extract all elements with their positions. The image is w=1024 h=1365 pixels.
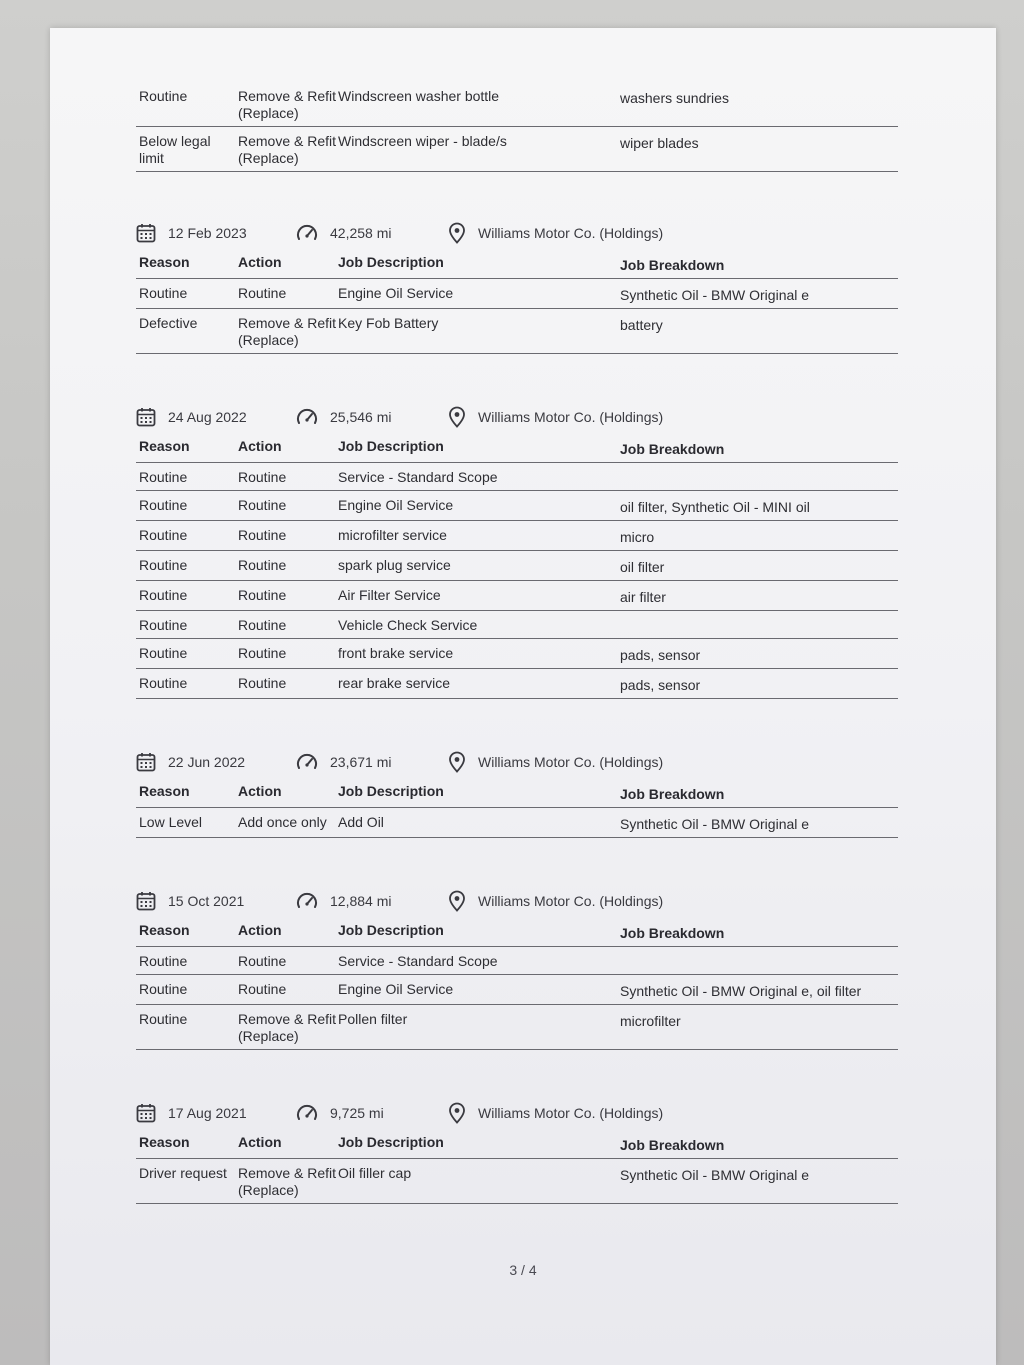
table-header <box>136 254 898 279</box>
visit-location <box>448 222 663 244</box>
calendar-icon <box>136 407 156 427</box>
table-body <box>136 279 898 354</box>
header-reason: Reason <box>139 254 190 270</box>
visit-location-text: Williams Motor Co. (Holdings) <box>478 409 664 425</box>
description-cell: Windscreen washer bottle <box>338 88 500 104</box>
description-cell: Engine Oil Service <box>338 497 454 513</box>
action-cell: Routine <box>238 557 287 573</box>
visit-mileage-text: 9,725 mi <box>330 1105 384 1121</box>
table-row <box>136 551 898 581</box>
table-row <box>136 86 898 127</box>
location-pin-icon <box>448 890 466 912</box>
breakdown-cell: oil filter, Synthetic Oil - MINI oil <box>620 499 810 515</box>
speedometer-icon <box>296 408 318 426</box>
action-cell: Routine <box>238 645 287 661</box>
header-reason: Reason <box>139 783 190 799</box>
visit-location-text: Williams Motor Co. (Holdings) <box>478 893 664 909</box>
breakdown-cell: oil filter <box>620 559 665 575</box>
breakdown-cell: Synthetic Oil - BMW Original e <box>620 287 810 303</box>
visit-date-text: 12 Feb 2023 <box>168 225 247 241</box>
description-cell: microfilter service <box>338 527 447 543</box>
action-cell: Remove & Refit (Replace) <box>238 133 337 166</box>
header-action: Action <box>238 438 282 454</box>
table-row <box>136 611 898 639</box>
visit-date <box>136 223 296 243</box>
reason-cell: Routine <box>139 587 188 603</box>
service-visit <box>136 747 898 838</box>
continued-table <box>136 86 898 172</box>
location-pin-icon <box>448 406 466 428</box>
reason-cell: Routine <box>139 557 188 573</box>
breakdown-cell: Synthetic Oil - BMW Original e <box>620 1167 810 1183</box>
visit-mileage <box>296 1104 448 1122</box>
visit-mileage-text: 23,671 mi <box>330 754 392 770</box>
visit-date-text: 24 Aug 2022 <box>168 409 247 425</box>
description-cell: Add Oil <box>338 814 384 830</box>
calendar-icon <box>136 1103 156 1123</box>
reason-cell: Routine <box>139 527 188 543</box>
calendar-icon <box>136 223 156 243</box>
reason-cell: Driver request <box>139 1165 227 1181</box>
breakdown-cell: microfilter <box>620 1013 681 1029</box>
table-row <box>136 639 898 669</box>
description-cell: Air Filter Service <box>338 587 441 603</box>
header-reason: Reason <box>139 922 190 938</box>
visit-date-text: 22 Jun 2022 <box>168 754 246 770</box>
service-visit <box>136 218 898 354</box>
speedometer-icon <box>296 224 318 242</box>
action-cell: Remove & Refit (Replace) <box>238 1011 337 1044</box>
description-cell: Engine Oil Service <box>338 981 454 997</box>
header-breakdown: Job Breakdown <box>620 257 725 273</box>
header-description: Job Description <box>338 1134 444 1150</box>
description-cell: Vehicle Check Service <box>338 617 478 633</box>
description-cell: Key Fob Battery <box>338 315 439 331</box>
visit-meta <box>136 402 898 432</box>
header-breakdown: Job Breakdown <box>620 786 725 802</box>
visit-location-text: Williams Motor Co. (Holdings) <box>478 754 664 770</box>
visit-meta <box>136 886 898 916</box>
visit-date-text: 17 Aug 2021 <box>168 1105 247 1121</box>
header-description: Job Description <box>338 922 444 938</box>
service-visit <box>136 1098 898 1204</box>
visit-meta <box>136 1098 898 1128</box>
description-cell: front brake service <box>338 645 454 661</box>
action-cell: Routine <box>238 285 287 301</box>
action-cell: Remove & Refit (Replace) <box>238 315 337 348</box>
description-cell: Oil filler cap <box>338 1165 412 1181</box>
action-cell: Add once only <box>238 814 327 830</box>
description-cell: rear brake service <box>338 675 451 691</box>
reason-cell: Low Level <box>139 814 203 830</box>
service-visit <box>136 402 898 699</box>
header-description: Job Description <box>338 254 444 270</box>
visit-location-text: Williams Motor Co. (Holdings) <box>478 225 664 241</box>
reason-cell: Routine <box>139 469 188 485</box>
table-row <box>136 975 898 1005</box>
action-cell: Remove & Refit (Replace) <box>238 88 337 121</box>
action-cell: Routine <box>238 469 287 485</box>
service-history <box>136 86 898 1204</box>
table-header <box>136 783 898 808</box>
visit-meta <box>136 747 898 777</box>
breakdown-cell <box>620 617 898 619</box>
visit-date <box>136 407 296 427</box>
header-reason: Reason <box>139 1134 190 1150</box>
header-breakdown: Job Breakdown <box>620 441 725 457</box>
action-cell: Routine <box>238 587 287 603</box>
action-cell: Routine <box>238 953 287 969</box>
header-action: Action <box>238 254 282 270</box>
visit-location <box>448 406 663 428</box>
header-reason: Reason <box>139 438 190 454</box>
description-cell: Service - Standard Scope <box>338 469 498 485</box>
table-row <box>136 808 898 838</box>
reason-cell: Routine <box>139 88 188 104</box>
reason-cell: Routine <box>139 617 188 633</box>
location-pin-icon <box>448 751 466 773</box>
table-header <box>136 1134 898 1159</box>
table-row <box>136 1159 898 1204</box>
action-cell: Routine <box>238 527 287 543</box>
document-page <box>50 28 996 1365</box>
reason-cell: Routine <box>139 1011 188 1027</box>
visit-mileage-text: 42,258 mi <box>330 225 392 241</box>
table-header <box>136 922 898 947</box>
header-breakdown: Job Breakdown <box>620 925 725 941</box>
breakdown-cell: pads, sensor <box>620 647 701 663</box>
table-header <box>136 438 898 463</box>
reason-cell: Routine <box>139 981 188 997</box>
breakdown-cell: micro <box>620 529 655 545</box>
table-row <box>136 491 898 521</box>
reason-cell: Defective <box>139 315 198 331</box>
reason-cell: Routine <box>139 285 188 301</box>
visit-mileage <box>296 224 448 242</box>
reason-cell: Routine <box>139 953 188 969</box>
table-row <box>136 1005 898 1050</box>
breakdown-cell: air filter <box>620 589 666 605</box>
table-row <box>136 581 898 611</box>
service-visit <box>136 886 898 1050</box>
table-row <box>136 279 898 309</box>
breakdown-cell: pads, sensor <box>620 677 701 693</box>
table-row <box>136 669 898 699</box>
location-pin-icon <box>448 222 466 244</box>
visit-date-text: 15 Oct 2021 <box>168 893 245 909</box>
visit-date <box>136 891 296 911</box>
reason-cell: Routine <box>139 497 188 513</box>
description-cell: Engine Oil Service <box>338 285 454 301</box>
visit-location <box>448 1102 663 1124</box>
table-body <box>136 947 898 1050</box>
speedometer-icon <box>296 753 318 771</box>
breakdown-cell: Synthetic Oil - BMW Original e, oil filter <box>620 983 862 999</box>
visit-meta <box>136 218 898 248</box>
action-cell: Routine <box>238 981 287 997</box>
table-row <box>136 309 898 354</box>
visit-list <box>136 218 898 1204</box>
table-row <box>136 521 898 551</box>
visit-date <box>136 752 296 772</box>
breakdown-cell: wiper blades <box>620 135 699 151</box>
visit-location-text: Williams Motor Co. (Holdings) <box>478 1105 664 1121</box>
header-description: Job Description <box>338 438 444 454</box>
reason-cell: Below legal limit <box>139 133 211 166</box>
table-body <box>136 463 898 699</box>
breakdown-cell <box>620 469 898 471</box>
description-cell: spark plug service <box>338 557 451 573</box>
header-action: Action <box>238 783 282 799</box>
action-cell: Routine <box>238 617 287 633</box>
table-body <box>136 1159 898 1204</box>
visit-mileage-text: 12,884 mi <box>330 893 392 909</box>
description-cell: Windscreen wiper - blade/s <box>338 133 507 149</box>
header-action: Action <box>238 922 282 938</box>
visit-date <box>136 1103 296 1123</box>
location-pin-icon <box>448 1102 466 1124</box>
calendar-icon <box>136 891 156 911</box>
action-cell: Routine <box>238 497 287 513</box>
speedometer-icon <box>296 892 318 910</box>
header-action: Action <box>238 1134 282 1150</box>
calendar-icon <box>136 752 156 772</box>
action-cell: Remove & Refit (Replace) <box>238 1165 337 1198</box>
table-row <box>136 947 898 975</box>
description-cell: Pollen filter <box>338 1011 408 1027</box>
speedometer-icon <box>296 1104 318 1122</box>
visit-mileage-text: 25,546 mi <box>330 409 392 425</box>
breakdown-cell: battery <box>620 317 663 333</box>
visit-mileage <box>296 753 448 771</box>
breakdown-cell: Synthetic Oil - BMW Original e <box>620 816 810 832</box>
page-number: 3 / 4 <box>509 1262 537 1278</box>
header-description: Job Description <box>338 783 444 799</box>
action-cell: Routine <box>238 675 287 691</box>
breakdown-cell <box>620 953 898 955</box>
table-row <box>136 463 898 491</box>
breakdown-cell: washers sundries <box>620 90 729 106</box>
visit-location <box>448 751 663 773</box>
visit-mileage <box>296 892 448 910</box>
visit-mileage <box>296 408 448 426</box>
table-body <box>136 808 898 838</box>
table-row <box>136 127 898 172</box>
reason-cell: Routine <box>139 645 188 661</box>
header-breakdown: Job Breakdown <box>620 1137 725 1153</box>
visit-location <box>448 890 663 912</box>
reason-cell: Routine <box>139 675 188 691</box>
description-cell: Service - Standard Scope <box>338 953 498 969</box>
